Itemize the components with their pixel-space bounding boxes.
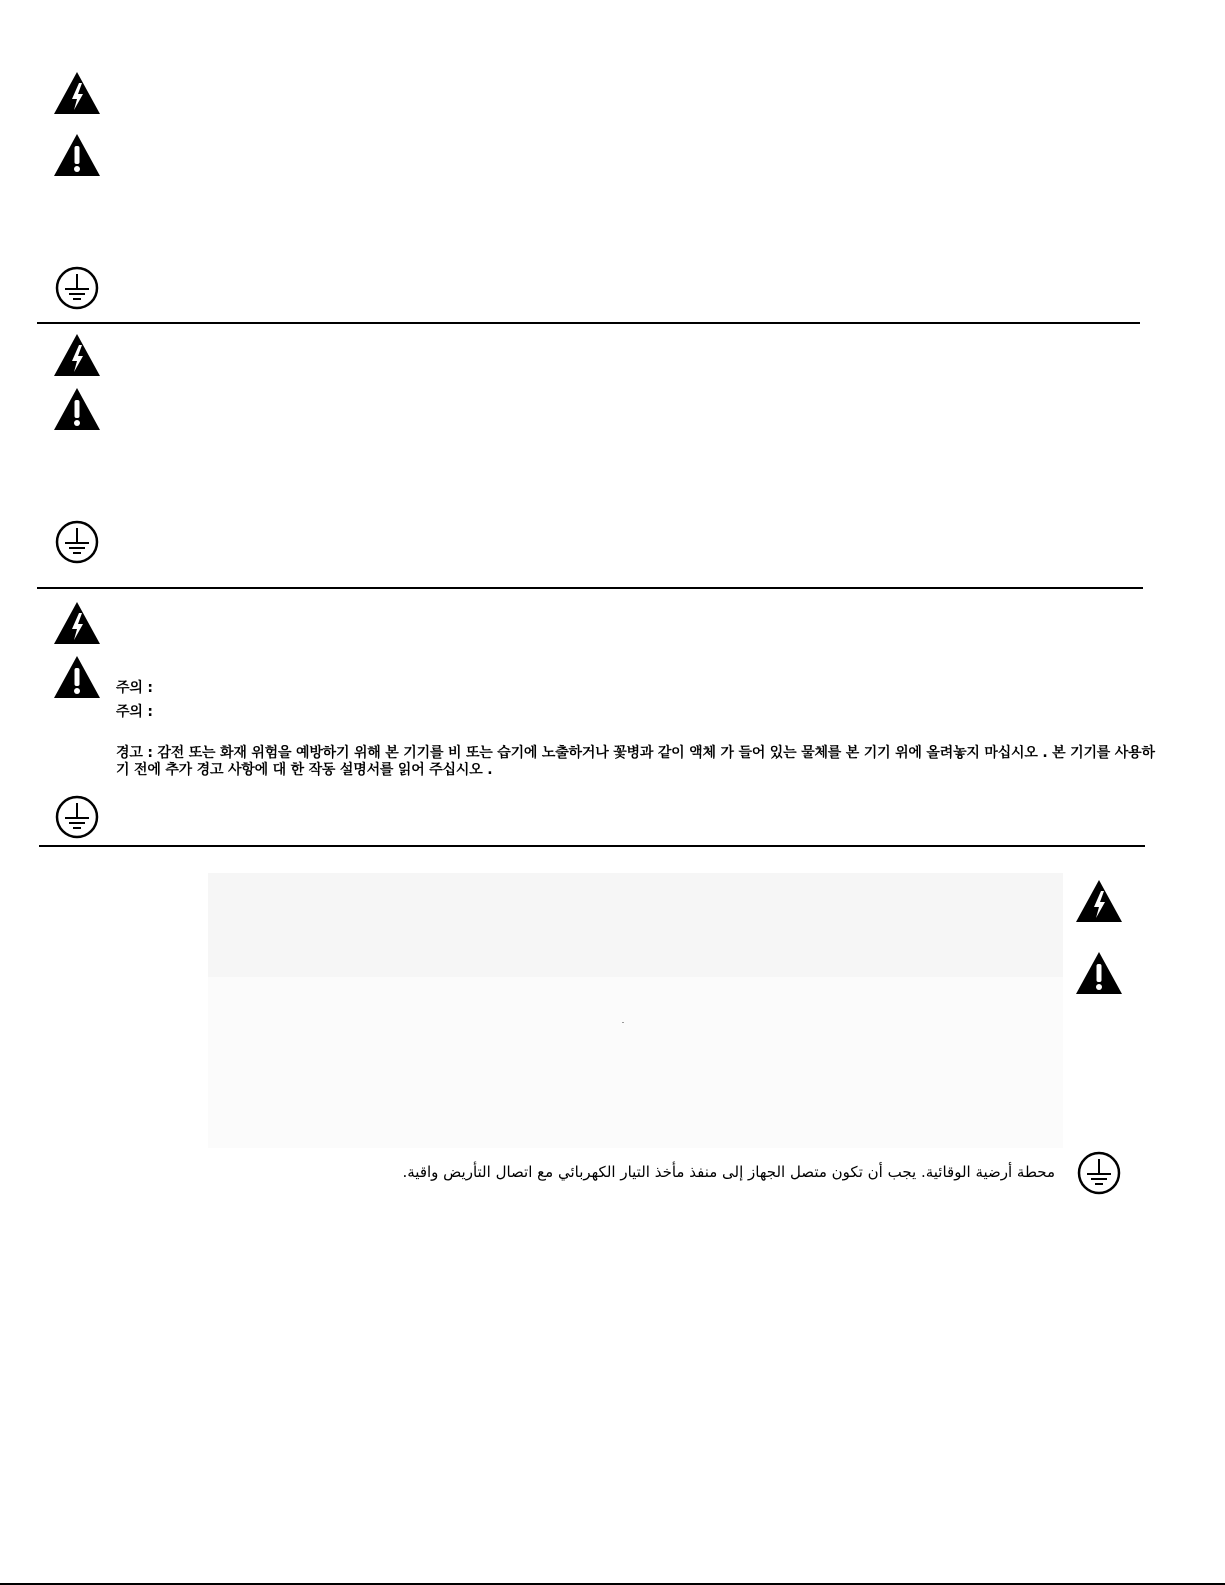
section-divider (39, 845, 1145, 847)
protective-ground-icon (54, 519, 100, 565)
lightning-warning-triangle-icon (52, 332, 102, 378)
exclamation-warning-triangle-icon (1074, 950, 1124, 996)
lightning-warning-triangle-icon (1074, 878, 1124, 924)
exclamation-warning-triangle-icon (52, 386, 102, 432)
section-divider (37, 322, 1140, 324)
lightning-warning-triangle-icon (52, 70, 102, 116)
panel-dot (622, 1022, 624, 1023)
protective-ground-icon (54, 265, 100, 311)
caution-label: 주의 : (116, 680, 153, 696)
arabic-ground-text: محطة أرضية الوقائية. يجب أن تكون متصل الجهاز إلى منفذ مأخذ التيار الكهربائي مع اتصال التأريض واقية. (402, 1163, 1055, 1181)
caution-label: 주의 : (116, 704, 153, 720)
lightning-warning-triangle-icon (52, 600, 102, 646)
panel-upper-block (208, 873, 1063, 977)
exclamation-warning-triangle-icon (52, 132, 102, 178)
protective-ground-icon (54, 794, 100, 840)
exclamation-warning-triangle-icon (52, 654, 102, 700)
protective-ground-icon (1076, 1150, 1122, 1196)
warning-paragraph: 경고 : 감전 또는 화재 위험을 예방하기 위해 본 기기를 비 또는 습기에 노출하거나 꽃병과 같이 액체 가 들어 있는 물체를 본 기기 위에 올려놓지 마십시오 . 본 기기를 사용하기 전에 추가 경고 사항에 대 한 작동 설명서를 읽어 주십시오 . (116, 745, 1155, 778)
arabic-text-panel (208, 873, 1063, 1148)
section-divider (37, 587, 1143, 589)
